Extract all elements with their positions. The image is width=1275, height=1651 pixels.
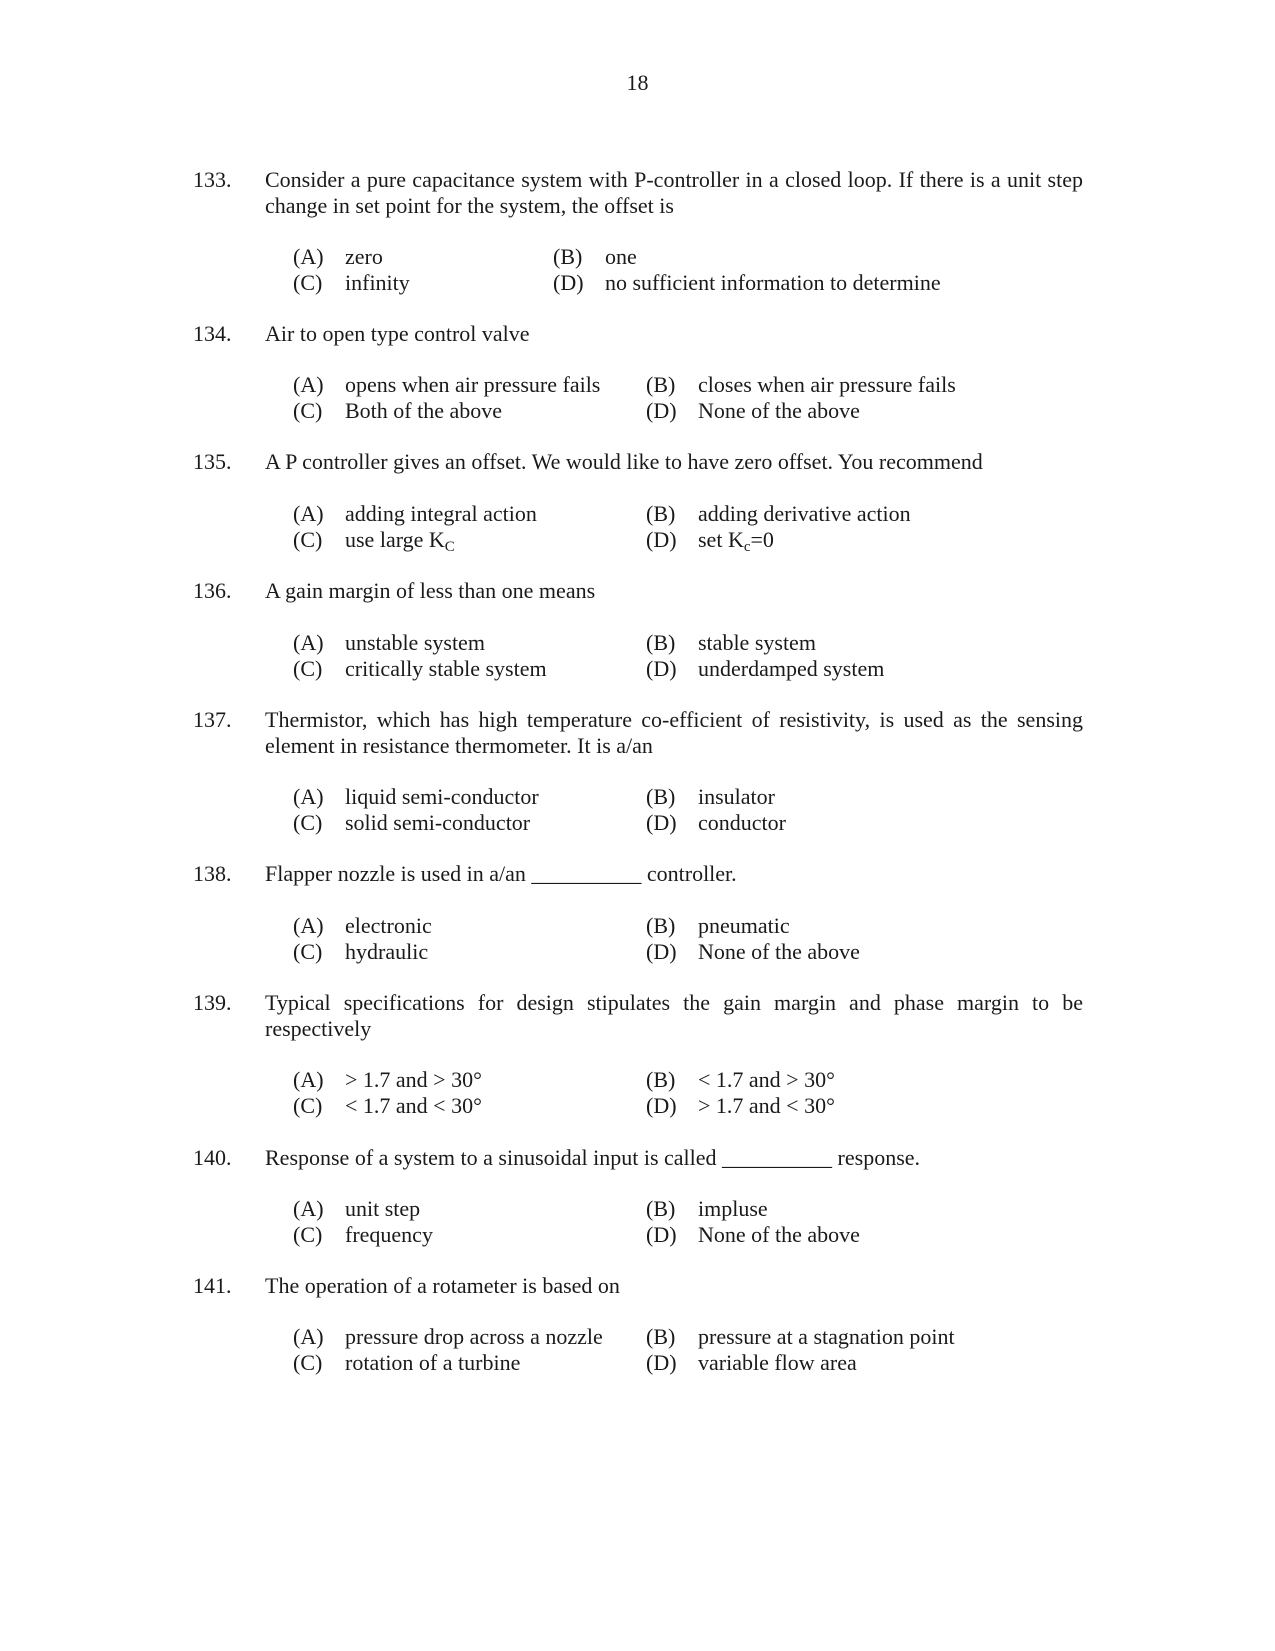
- option-text: hydraulic: [345, 939, 429, 964]
- option-text: variable flow area: [698, 1350, 857, 1375]
- option-text: stable system: [698, 630, 816, 655]
- option-text: solid semi-conductor: [345, 810, 531, 835]
- option-letter: (A): [293, 913, 324, 938]
- option-text: one: [605, 244, 637, 269]
- question-text: Flapper nozzle is used in a/an __________ controller.: [265, 861, 737, 886]
- option-letter: (D): [646, 398, 677, 423]
- option-text: frequency: [345, 1222, 433, 1247]
- option-letter: (D): [646, 656, 677, 681]
- question-text: Typical specifications for design stipulates the gain margin and phase margin to be respectively: [265, 990, 1083, 1041]
- option-text: < 1.7 and > 30°: [698, 1067, 835, 1092]
- question-number: 134.: [193, 321, 232, 346]
- option-letter: (D): [646, 1350, 677, 1375]
- question-text: Response of a system to a sinusoidal input is called __________ response.: [265, 1145, 921, 1170]
- option-letter: (C): [293, 810, 323, 835]
- option-letter: (C): [293, 398, 323, 423]
- question-134: [193, 321, 1083, 423]
- option-text: infinity: [345, 270, 410, 295]
- option-text: underdamped system: [698, 656, 885, 681]
- question-text: Air to open type control valve: [265, 321, 530, 346]
- question-137: [193, 707, 1083, 835]
- option-letter: (A): [293, 630, 324, 655]
- option-text: critically stable system: [345, 656, 547, 681]
- option-text: closes when air pressure fails: [698, 372, 956, 397]
- option-letter: (B): [646, 1196, 676, 1221]
- question-text: Thermistor, which has high temperature co-efficient of resistivity, is used as the sensing element in resistance thermometer. It is a/an: [265, 707, 1083, 758]
- option-letter: (A): [293, 1196, 324, 1221]
- option-letter: (B): [646, 913, 676, 938]
- option-text: pneumatic: [698, 913, 790, 938]
- option-text: no sufficient information to determine: [605, 270, 941, 295]
- option-letter: (C): [293, 1093, 323, 1118]
- option-text-main: use large K: [345, 527, 445, 552]
- subscript-c: c: [743, 539, 751, 555]
- option-letter: (B): [646, 372, 676, 397]
- option-text: [345, 527, 455, 553]
- option-text: > 1.7 and < 30°: [698, 1093, 835, 1118]
- option-letter: (D): [646, 1222, 677, 1247]
- option-letter: (B): [553, 244, 583, 269]
- option-letter: (B): [646, 784, 676, 809]
- option-text: electronic: [345, 913, 432, 938]
- option-letter: (D): [646, 1093, 677, 1118]
- option-text: None of the above: [698, 398, 860, 423]
- option-text: unit step: [345, 1196, 421, 1221]
- option-letter: (C): [293, 939, 323, 964]
- option-text: zero: [345, 244, 383, 269]
- question-139: [193, 990, 1083, 1118]
- option-letter: (A): [293, 1324, 324, 1349]
- question-text: A P controller gives an offset. We would like to have zero offset. You recommend: [265, 449, 983, 474]
- option-text: adding derivative action: [698, 501, 911, 526]
- option-letter: (D): [646, 810, 677, 835]
- option-text: Both of the above: [345, 398, 503, 423]
- option-text-main: set K: [698, 527, 744, 552]
- option-text: impluse: [698, 1196, 768, 1221]
- option-text: [698, 527, 774, 553]
- question-number: 137.: [193, 707, 232, 732]
- question-135: [193, 449, 1083, 555]
- question-133: [193, 167, 1083, 295]
- option-text: rotation of a turbine: [345, 1350, 521, 1375]
- option-letter: (C): [293, 1222, 323, 1247]
- question-138: [193, 861, 1083, 964]
- page-number: 18: [626, 70, 649, 95]
- option-text: conductor: [698, 810, 786, 835]
- question-136: [193, 578, 1083, 681]
- option-letter: (A): [293, 501, 324, 526]
- option-letter: (D): [553, 270, 584, 295]
- option-letter: (D): [646, 527, 677, 552]
- question-text: The operation of a rotameter is based on: [265, 1273, 620, 1298]
- option-text: unstable system: [345, 630, 485, 655]
- option-text: pressure at a stagnation point: [698, 1324, 955, 1349]
- option-letter: (C): [293, 1350, 323, 1375]
- option-text: liquid semi-conductor: [345, 784, 539, 809]
- option-text: > 1.7 and > 30°: [345, 1067, 482, 1092]
- option-letter: (A): [293, 1067, 324, 1092]
- question-text: A gain margin of less than one means: [265, 578, 596, 603]
- option-text: adding integral action: [345, 501, 537, 526]
- option-letter: (C): [293, 270, 323, 295]
- option-text-after: =0: [750, 527, 774, 552]
- option-letter: (B): [646, 630, 676, 655]
- option-letter: (A): [293, 784, 324, 809]
- question-number: 141.: [193, 1273, 232, 1298]
- question-number: 136.: [193, 578, 232, 603]
- question-number: 139.: [193, 990, 232, 1015]
- question-141: [193, 1273, 1083, 1375]
- option-letter: (A): [293, 372, 324, 397]
- option-letter: (B): [646, 1067, 676, 1092]
- option-text: opens when air pressure fails: [345, 372, 601, 397]
- option-text: None of the above: [698, 939, 860, 964]
- option-letter: (A): [293, 244, 324, 269]
- option-letter: (C): [293, 656, 323, 681]
- option-text: pressure drop across a nozzle: [345, 1324, 603, 1349]
- question-number: 135.: [193, 449, 232, 474]
- option-text: < 1.7 and < 30°: [345, 1093, 482, 1118]
- question-number: 140.: [193, 1145, 232, 1170]
- option-letter: (D): [646, 939, 677, 964]
- option-text: None of the above: [698, 1222, 860, 1247]
- option-letter: (C): [293, 527, 323, 552]
- question-number: 133.: [193, 167, 232, 192]
- option-letter: (B): [646, 501, 676, 526]
- subscript-c: C: [444, 539, 455, 555]
- question-text: Consider a pure capacitance system with P-controller in a closed loop. If there is a unit step change in set point for the system, the offset is: [265, 167, 1083, 218]
- option-text: insulator: [698, 784, 775, 809]
- option-letter: (B): [646, 1324, 676, 1349]
- question-number: 138.: [193, 861, 232, 886]
- question-140: [193, 1145, 1083, 1247]
